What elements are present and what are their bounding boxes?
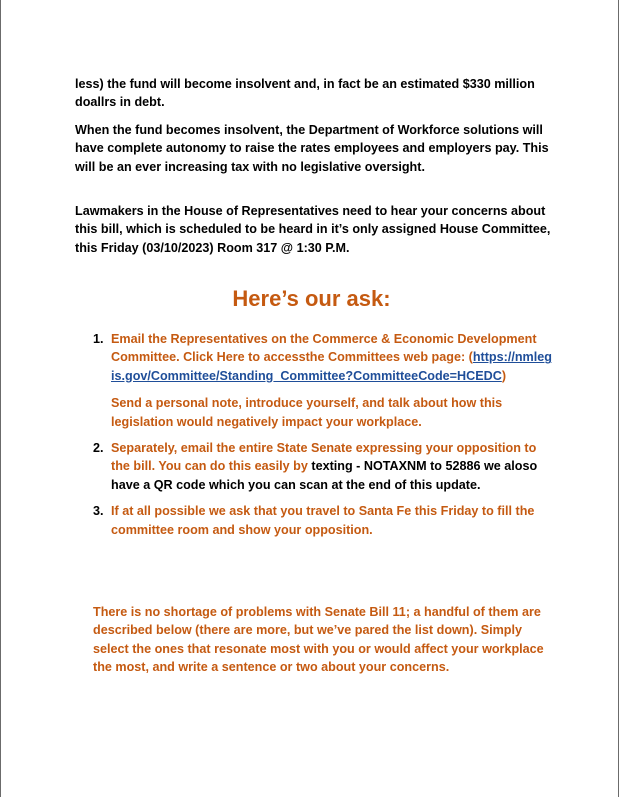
ask-number: 3. [93, 504, 104, 519]
link-close-paren: ) [501, 368, 507, 383]
ask-item-travel [93, 502, 555, 539]
ask-number: 1. [93, 332, 104, 346]
ask-text: Email the Representatives on the Commerce & Economic Development Committee. Click Here to accessthe Committees web page: [111, 332, 537, 365]
link-open-paren: ( [468, 350, 473, 365]
ask-text-texting: texting - NOTAXNM to 52886 we aloso have a QR code which you can scan at the end of this update. [111, 459, 538, 492]
paragraph-hearing: Lawmakers in the House of Representatives need to hear your concerns about this bill, which is scheduled to be heard in it’s only assigned House Committee, this Friday (03/10/2023) Room 317 @ 1:30 P.M. [75, 204, 551, 255]
ask-number: 2. [93, 441, 104, 456]
paragraph-autonomy: When the fund becomes insolvent, the Department of Workforce solutions will have complete autonomy to raise the rates employees and employers pay. This will be an ever increasing tax with no legislative oversight. [75, 123, 549, 174]
ask-item-email-representatives [93, 330, 555, 431]
paragraph-insolvency: less) the fund will become insolvent and, in fact be an estimated $330 million doallrs in debt. [75, 77, 535, 110]
ask-item-email-senate [93, 439, 555, 494]
ask-heading: Here’s our ask: [232, 286, 391, 311]
ask-list [93, 330, 555, 539]
ask-note: Send a personal note, introduce yourself, and talk about how this legislation would negatively impact your workplace. [111, 396, 503, 429]
committee-link[interactable]: https://nmlegis.gov/Committee/Standing_Committee?CommitteeCode=HCEDC [111, 350, 552, 383]
ask-text: Separately, email the entire State Senate expressing your opposition to the bill. You can do this easily by [111, 441, 537, 474]
paragraph-problems: There is no shortage of problems with Senate Bill 11; a handful of them are described below (there are more, but we’ve pared the list down). Simply select the ones that resonate most with you or would affect your workplace the most, and write a sentence or two about your concerns. [93, 605, 544, 675]
ask-text: If at all possible we ask that you travel to Santa Fe this Friday to fill the committee room and show your opposition. [111, 504, 535, 537]
